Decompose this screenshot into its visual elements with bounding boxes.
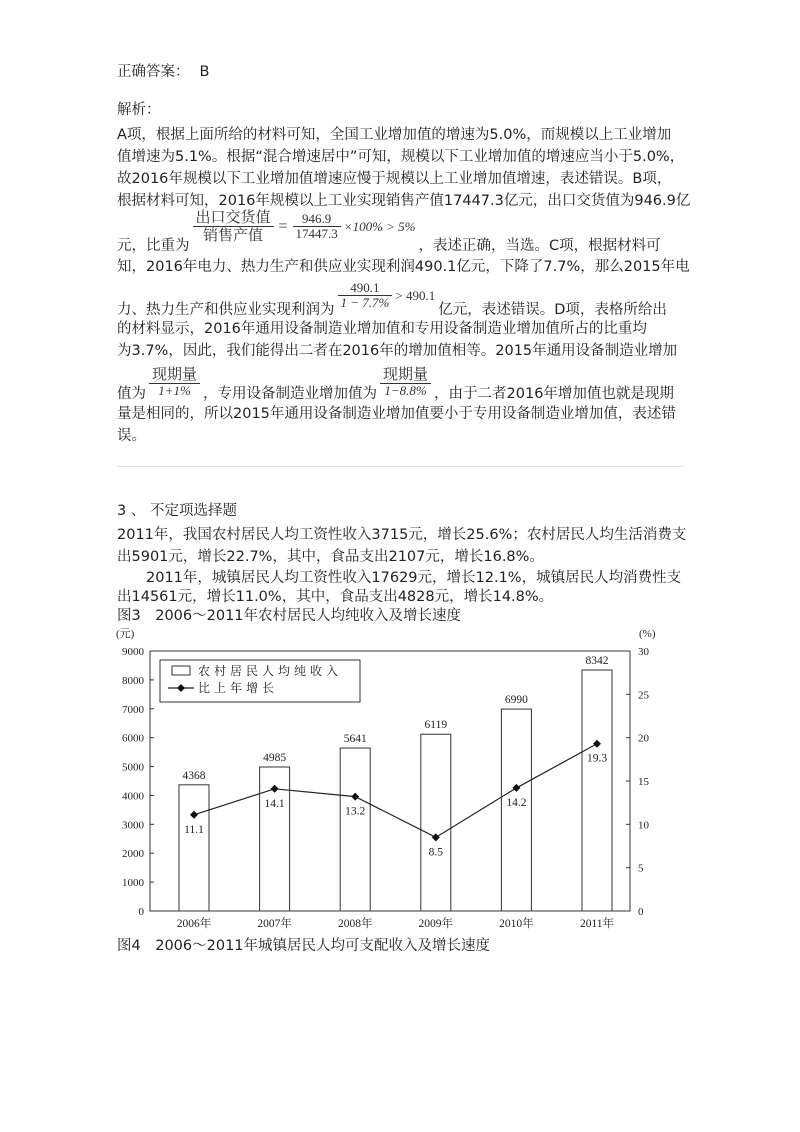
analysis-line-10-before: 值为 bbox=[117, 386, 146, 402]
analysis-line-3: 故2016年规模以下工业增加值增速应慢于规模以上工业增加值增速，表述错误。B项， bbox=[117, 171, 672, 187]
bar-value-label-2006: 4368 bbox=[182, 769, 206, 782]
bar-value-label-2008: 5641 bbox=[343, 733, 367, 746]
formula-profit-2015 bbox=[335, 281, 439, 310]
y-tick-label-9000: 9000 bbox=[122, 646, 144, 658]
formula-comparison: > 490.1 bbox=[395, 287, 436, 303]
analysis-line-8: 的材料显示，2016年通用设备制造业增加值和专用设备制造业增加值所占的比重均 bbox=[117, 321, 647, 337]
growth-point-label-2010: 14.2 bbox=[506, 796, 527, 809]
legend-line-label: 比上年增长 bbox=[198, 681, 279, 695]
y-tick-label-5000: 5000 bbox=[122, 761, 144, 774]
bar-2011 bbox=[582, 670, 612, 911]
x-tick-label-2010: 2010年 bbox=[499, 918, 534, 930]
analysis-line-9: 为3.7%，因此，我们能得出二者在2016年的增加值相等。2015年通用设备制造业增加 bbox=[117, 343, 678, 359]
analysis-line-10-middle: ，专用设备制造业增加值为 bbox=[203, 386, 378, 402]
analysis-label: 解析： bbox=[117, 102, 161, 118]
growth-point-label-2007: 14.1 bbox=[264, 797, 285, 810]
bar-2006 bbox=[179, 785, 209, 911]
analysis-line-11: 量是相同的，所以2015年通用设备制造业增加值要小于专用设备制造业增加值，表述错 bbox=[117, 406, 676, 422]
question-paragraph-4: 出14561元，增长11.0%，其中，食品支出4828元，增长14.8%。 bbox=[117, 589, 554, 605]
y2-tick-label-5: 5 bbox=[638, 862, 644, 875]
fraction-special-equipment bbox=[380, 366, 431, 398]
fraction-general-equipment bbox=[149, 366, 200, 398]
question-paragraph-1: 2011年，我国农村居民人均工资性收入3715元，增长25.6%；农村居民人均生活消费支 bbox=[117, 527, 687, 543]
y-tick-label-0: 0 bbox=[138, 906, 144, 918]
analysis-line-5-after: ，表述正确，当选。C项，根据材料可 bbox=[418, 238, 661, 254]
y2-tick-label-25: 25 bbox=[638, 689, 649, 702]
equals-sign: = bbox=[278, 217, 288, 235]
formula-general-equipment bbox=[146, 366, 203, 398]
fraction-profit bbox=[338, 281, 393, 310]
fraction-numerator: 现期量 bbox=[383, 365, 429, 383]
formula-export-ratio bbox=[190, 209, 419, 244]
analysis-line-7 bbox=[117, 274, 667, 320]
y-tick-label-2000: 2000 bbox=[122, 848, 144, 861]
x-tick-label-2007: 2007年 bbox=[257, 918, 292, 930]
fraction-values bbox=[293, 212, 341, 241]
analysis-line-5-before: 元，比重为 bbox=[117, 238, 190, 254]
y-tick-label-3000: 3000 bbox=[122, 819, 144, 832]
rural-income-chart bbox=[110, 625, 670, 935]
bar-value-label-2011: 8342 bbox=[585, 655, 609, 668]
y-tick-label-4000: 4000 bbox=[122, 790, 144, 803]
y-axis-unit-label: (元) bbox=[116, 628, 135, 640]
growth-point-label-2008: 13.2 bbox=[345, 805, 366, 818]
growth-point-label-2009: 8.5 bbox=[428, 846, 443, 859]
fraction-numerator: 出口交货值 bbox=[195, 208, 271, 226]
correct-answer-value: B bbox=[199, 64, 210, 80]
question-paragraph-3: 2011年，城镇居民人均工资性收入17629元，增长12.1%，城镇居民人均消费性支 bbox=[117, 570, 682, 586]
analysis-line-12: 误。 bbox=[117, 428, 146, 444]
y2-tick-label-20: 20 bbox=[638, 732, 649, 745]
growth-line bbox=[194, 744, 597, 838]
bar-value-label-2010: 6990 bbox=[504, 694, 528, 707]
legend-bar-label: 农村居民人均纯收入 bbox=[198, 664, 343, 678]
x-tick-label-2009: 2009年 bbox=[418, 918, 454, 930]
analysis-line-6: 知，2016年电力、热力生产和供应业实现利润490.1亿元，下降了7.7%，那么2015年电 bbox=[117, 259, 690, 275]
formula-comparison: ×100% > 5% bbox=[343, 218, 416, 234]
fraction-numerator: 946.9 bbox=[302, 211, 332, 226]
figure-3-caption: 图3 2006～2011年农村居民人均纯收入及增长速度 bbox=[117, 608, 462, 624]
fraction-denominator: 销售产值 bbox=[203, 226, 264, 244]
analysis-line-5 bbox=[117, 204, 661, 256]
bar-2008 bbox=[340, 748, 370, 911]
analysis-line-10 bbox=[117, 358, 674, 404]
y-tick-label-8000: 8000 bbox=[122, 674, 144, 687]
fraction-numerator: 现期量 bbox=[152, 365, 198, 383]
analysis-line-1: A项，根据上面所给的材料可知，全国工业增加值的增速为5.0%，而规模以上工业增加 bbox=[117, 127, 672, 143]
y2-tick-label-30: 30 bbox=[638, 646, 649, 658]
fraction-denominator: 1 − 7.7% bbox=[340, 295, 390, 310]
figure-4-caption: 图4 2006～2011年城镇居民人均可支配收入及增长速度 bbox=[117, 938, 491, 954]
y-tick-label-6000: 6000 bbox=[122, 732, 144, 745]
formula-special-equipment bbox=[377, 366, 434, 398]
y-tick-label-1000: 1000 bbox=[122, 877, 144, 890]
correct-answer bbox=[117, 62, 209, 82]
bar-2009 bbox=[421, 734, 451, 911]
legend-bar-swatch bbox=[172, 666, 190, 675]
analysis-line-10-after: ，由于二者2016年增加值也就是现期 bbox=[434, 386, 674, 402]
fraction-denominator: 1−8.8% bbox=[384, 383, 427, 398]
fraction-denominator: 1+1% bbox=[158, 383, 191, 398]
y-tick-label-7000: 7000 bbox=[122, 703, 144, 716]
question-heading: 3 、 不定项选择题 bbox=[117, 503, 237, 519]
x-tick-label-2008: 2008年 bbox=[337, 918, 373, 930]
fraction-denominator: 17447.3 bbox=[295, 226, 338, 241]
growth-point-label-2011: 19.3 bbox=[586, 752, 608, 765]
y2-tick-label-15: 15 bbox=[638, 776, 649, 788]
fraction-export-over-sales bbox=[193, 209, 274, 244]
bar-2010 bbox=[501, 709, 531, 911]
y2-axis-unit-label: (%) bbox=[639, 628, 656, 640]
analysis-line-7-after: 亿元，表述错误。D项，表格所给出 bbox=[438, 302, 667, 318]
analysis-line-4: 根据材料可知，2016年规模以上工业实现销售产值17447.3亿元，出口交货值为946.9亿 bbox=[117, 193, 691, 209]
y2-tick-label-10: 10 bbox=[638, 819, 649, 832]
analysis-line-7-before: 力、热力生产和供应业实现利润为 bbox=[117, 302, 335, 318]
bar-value-label-2009: 6119 bbox=[424, 719, 448, 732]
correct-answer-label: 正确答案： bbox=[117, 64, 190, 80]
section-divider bbox=[117, 466, 684, 467]
x-tick-label-2006: 2006年 bbox=[176, 918, 212, 930]
growth-point-label-2006: 11.1 bbox=[184, 823, 204, 836]
bar-value-label-2007: 4985 bbox=[263, 751, 287, 764]
fraction-numerator: 490.1 bbox=[350, 280, 380, 295]
analysis-line-2: 值增速为5.1%。根据“混合增速居中”可知，规模以下工业增加值的增速应当小于5.0%， bbox=[117, 149, 685, 165]
x-tick-label-2011: 2011年 bbox=[579, 918, 615, 930]
y2-tick-label-0: 0 bbox=[638, 906, 644, 918]
question-paragraph-2: 出5901元，增长22.7%，其中，食品支出2107元，增长16.8%。 bbox=[117, 549, 544, 565]
